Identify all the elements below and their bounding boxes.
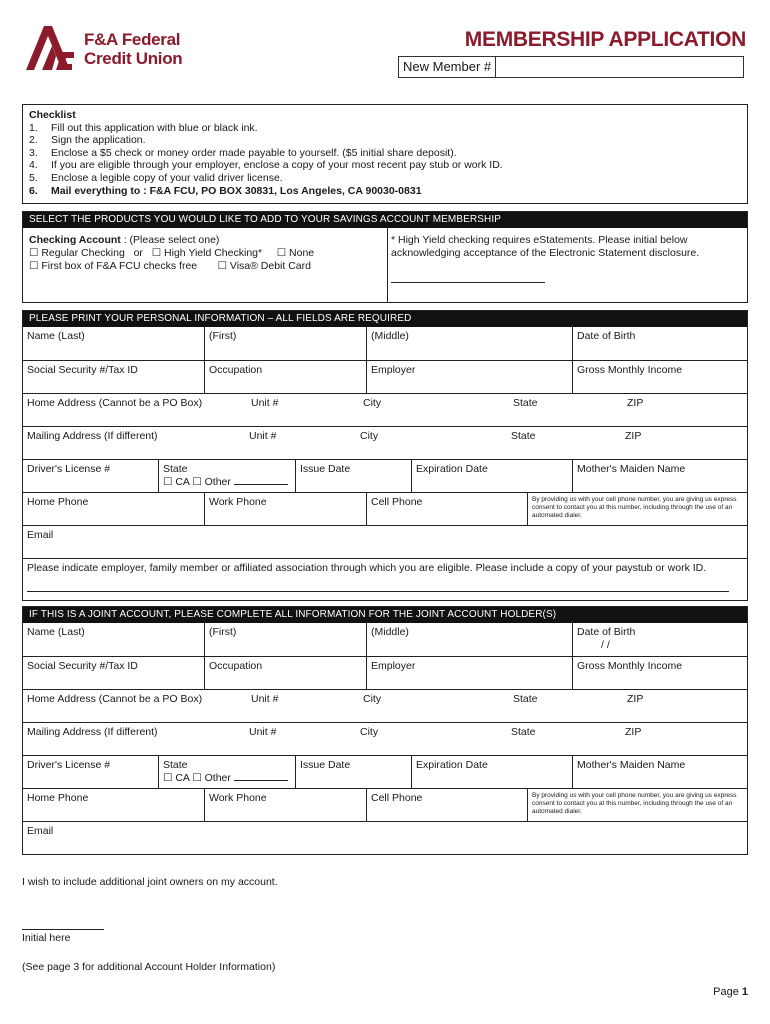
joint-home-address-row[interactable] xyxy=(23,689,747,722)
joint-home-address-label: Home Address (Cannot be a PO Box) xyxy=(27,693,203,705)
last-name-field[interactable]: Name (Last) xyxy=(27,330,85,342)
high-yield-checkbox[interactable]: ☐ High Yield Checking* xyxy=(151,247,263,259)
expiration-date-field[interactable]: Expiration Date xyxy=(411,460,572,492)
issue-date-field[interactable]: Issue Date xyxy=(295,460,411,492)
joint-mailing-address-row[interactable] xyxy=(23,722,747,755)
checklist-text: If you are eligible through your employer, enclose a copy of your most recent pay stub or work ID. xyxy=(51,159,503,172)
checks-label: First box of F&A FCU checks free xyxy=(41,260,198,272)
initial-line[interactable] xyxy=(22,929,104,930)
other-checkbox[interactable]: ☐ Other xyxy=(192,475,231,488)
zip-label: ZIP xyxy=(625,430,642,442)
joint-occupation-field[interactable]: Occupation xyxy=(204,657,366,689)
unit-label: Unit # xyxy=(249,430,277,442)
first-name-field[interactable]: (First) xyxy=(204,327,366,360)
unit-label: Unit # xyxy=(251,397,279,409)
joint-dob-label: Date of Birth xyxy=(577,626,636,638)
joint-name-row xyxy=(23,623,747,656)
checking-label: Checking Account xyxy=(29,234,121,246)
page-num: 1 xyxy=(741,986,748,998)
city-label: City xyxy=(360,430,379,442)
state-label: State xyxy=(513,693,538,705)
fa-logo xyxy=(22,22,82,74)
see-page3-text: (See page 3 for additional Account Holder Information) xyxy=(22,961,276,973)
checklist-item xyxy=(29,122,741,135)
high-yield-note: * High Yield checking requires eStatements. Please initial below acknowledging acceptance of the Electronic Statement disclosure. xyxy=(391,234,700,259)
regular-checking-label: Regular Checking xyxy=(41,247,125,259)
state-label: State xyxy=(513,397,538,409)
license-state-field xyxy=(158,460,295,492)
joint-employer-field[interactable]: Employer xyxy=(366,657,572,689)
joint-home-phone-field[interactable]: Home Phone xyxy=(27,792,89,804)
checklist-num: 3. xyxy=(29,146,38,159)
ca-checkbox[interactable]: ☐ CA xyxy=(163,475,190,488)
dob-field[interactable]: Date of Birth xyxy=(572,327,747,360)
joint-ssn-field[interactable]: Social Security #/Tax ID xyxy=(27,660,138,672)
joint-income-field[interactable]: Gross Monthly Income xyxy=(572,657,747,689)
brand-name xyxy=(84,30,182,68)
state-label: State xyxy=(511,430,536,442)
visa-label: Visa® Debit Card xyxy=(229,260,311,272)
joint-cell-consent-text: By providing us with your cell phone number, you are giving us express consent to contact you at this number, including through the use of an automated dialer. xyxy=(527,789,747,821)
joint-employment-row xyxy=(23,656,747,689)
joint-ca-checkbox[interactable]: ☐ CA xyxy=(163,771,190,784)
joint-license-field[interactable]: Driver's License # xyxy=(27,759,111,771)
unit-label: Unit # xyxy=(251,693,279,705)
personal-bar: PLEASE PRINT YOUR PERSONAL INFORMATION – ALL FIELDS ARE REQUIRED xyxy=(23,311,747,327)
joint-license-row xyxy=(23,755,747,788)
license-field[interactable]: Driver's License # xyxy=(27,463,111,475)
city-label: City xyxy=(363,397,382,409)
ssn-field[interactable]: Social Security #/Tax ID xyxy=(27,364,138,376)
ca-label: CA xyxy=(175,771,190,784)
joint-other-state-line[interactable] xyxy=(234,780,288,781)
phone-row xyxy=(23,492,747,525)
joint-dob-slashes: / / xyxy=(601,638,610,651)
joint-phone-row xyxy=(23,788,747,821)
page-number xyxy=(713,986,748,998)
checklist-num: 6. xyxy=(29,184,38,197)
joint-section xyxy=(22,606,748,855)
checklist-item xyxy=(29,159,741,172)
checklist-heading: Checklist xyxy=(29,109,76,121)
joint-cell-phone-field[interactable]: Cell Phone xyxy=(366,789,527,821)
mailing-address-row[interactable] xyxy=(23,426,747,459)
license-state-label: State xyxy=(163,759,188,771)
checking-hint: : (Please select one) xyxy=(120,234,220,246)
joint-other-checkbox[interactable]: ☐ Other xyxy=(192,771,231,784)
employer-field[interactable]: Employer xyxy=(366,361,572,393)
estatement-initial-line[interactable] xyxy=(391,282,545,283)
checklist-item xyxy=(29,134,741,147)
work-phone-field[interactable]: Work Phone xyxy=(204,493,366,525)
visa-checkbox[interactable]: ☐ Visa® Debit Card xyxy=(217,260,311,272)
checks-checkbox[interactable]: ☐ First box of F&A FCU checks free xyxy=(29,260,198,272)
joint-email-row xyxy=(23,821,747,854)
or-text: or xyxy=(133,247,143,259)
new-member-label: New Member # xyxy=(399,57,496,77)
income-field[interactable]: Gross Monthly Income xyxy=(572,361,747,393)
checklist-text: Fill out this application with blue or black ink. xyxy=(51,121,258,134)
checklist-text: Enclose a $5 check or money order made payable to yourself. ($5 initial share deposit). xyxy=(51,146,457,159)
occupation-field[interactable]: Occupation xyxy=(204,361,366,393)
initial-here-label: Initial here xyxy=(22,932,71,944)
maiden-name-field[interactable]: Mother's Maiden Name xyxy=(572,460,747,492)
joint-middle-name-field[interactable]: (Middle) xyxy=(366,623,572,656)
products-divider xyxy=(387,228,388,302)
eligibility-row xyxy=(23,558,747,600)
page-label: Page xyxy=(713,986,742,998)
zip-label: ZIP xyxy=(625,726,642,738)
new-member-field xyxy=(398,56,744,78)
brand-line-2: Credit Union xyxy=(84,49,183,68)
new-member-input[interactable] xyxy=(496,57,743,77)
state-label: State xyxy=(511,726,536,738)
email-field[interactable]: Email xyxy=(27,529,54,541)
joint-issue-date-field[interactable]: Issue Date xyxy=(295,756,411,788)
home-address-label: Home Address (Cannot be a PO Box) xyxy=(27,397,203,409)
brand-line-1: F&A Federal xyxy=(84,30,181,49)
home-phone-field[interactable]: Home Phone xyxy=(27,496,89,508)
none-label: None xyxy=(289,247,315,259)
page-title: MEMBERSHIP APPLICATION xyxy=(464,28,746,51)
checklist-item xyxy=(29,147,741,160)
joint-email-field[interactable]: Email xyxy=(27,825,54,837)
unit-label: Unit # xyxy=(249,726,277,738)
city-label: City xyxy=(360,726,379,738)
joint-first-name-field[interactable]: (First) xyxy=(204,623,366,656)
eligibility-text: Please indicate employer, family member or affiliated association through which you are eligible. Please include a copy of your paystub or work ID. xyxy=(27,562,707,574)
none-checkbox[interactable]: ☐ None xyxy=(276,247,315,259)
checklist-text: Mail everything to : F&A FCU, PO BOX 30831, Los Angeles, CA 90030-0831 xyxy=(51,184,422,197)
license-state-label: State xyxy=(163,463,188,475)
cell-phone-field[interactable]: Cell Phone xyxy=(366,493,527,525)
additional-owners-text: I wish to include additional joint owners on my account. xyxy=(22,876,278,888)
mailing-address-label: Mailing Address (If different) xyxy=(27,430,158,442)
joint-maiden-name-field[interactable]: Mother's Maiden Name xyxy=(572,756,747,788)
checklist-num: 4. xyxy=(29,159,38,172)
ca-label: CA xyxy=(175,475,190,488)
checklist-num: 1. xyxy=(29,121,38,134)
checklist-item xyxy=(29,185,741,198)
products-section xyxy=(22,211,748,303)
joint-last-name-field[interactable]: Name (Last) xyxy=(27,626,85,638)
checklist-item xyxy=(29,172,741,185)
other-label: Other xyxy=(204,771,231,784)
zip-label: ZIP xyxy=(627,397,644,409)
license-row xyxy=(23,459,747,492)
email-row xyxy=(23,525,747,558)
other-label: Other xyxy=(204,475,231,488)
middle-name-field[interactable]: (Middle) xyxy=(366,327,572,360)
home-address-row[interactable] xyxy=(23,393,747,426)
zip-label: ZIP xyxy=(627,693,644,705)
high-yield-label: High Yield Checking* xyxy=(164,247,263,259)
employment-row xyxy=(23,360,747,393)
checklist-num: 2. xyxy=(29,134,38,147)
checklist-num: 5. xyxy=(29,171,38,184)
checking-options xyxy=(29,234,389,273)
checklist-text: Enclose a legible copy of your valid driver license. xyxy=(51,171,283,184)
name-row xyxy=(23,327,747,360)
city-label: City xyxy=(363,693,382,705)
joint-work-phone-field[interactable]: Work Phone xyxy=(204,789,366,821)
personal-section xyxy=(22,310,748,601)
cell-consent-text: By providing us with your cell phone number, you are giving us express consent to contact you at this number, including through the use of an automated dialer. xyxy=(527,493,747,525)
joint-mailing-address-label: Mailing Address (If different) xyxy=(27,726,158,738)
eligibility-line[interactable] xyxy=(27,591,729,592)
joint-dob-field[interactable] xyxy=(572,623,747,656)
checklist-box xyxy=(22,104,748,204)
checklist-text: Sign the application. xyxy=(51,134,146,147)
joint-expiration-date-field[interactable]: Expiration Date xyxy=(411,756,572,788)
joint-license-state-field xyxy=(158,756,295,788)
regular-checking-checkbox[interactable]: ☐ Regular Checking xyxy=(29,247,125,259)
joint-bar: IF THIS IS A JOINT ACCOUNT, PLEASE COMPLETE ALL INFORMATION FOR THE JOINT ACCOUNT HOLDER(S) xyxy=(23,607,747,623)
products-bar: SELECT THE PRODUCTS YOU WOULD LIKE TO ADD TO YOUR SAVINGS ACCOUNT MEMBERSHIP xyxy=(23,212,747,228)
other-state-line[interactable] xyxy=(234,484,288,485)
